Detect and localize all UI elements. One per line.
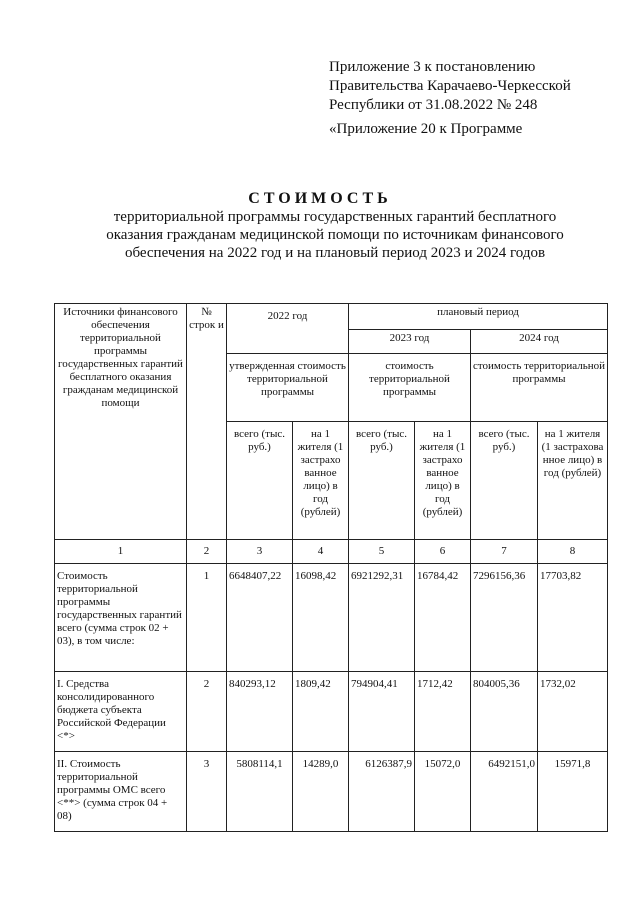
table-row xyxy=(55,672,608,752)
column-number: 6 xyxy=(415,540,471,564)
row-value: 840293,12 xyxy=(227,672,293,752)
appendix-line: Правительства Карачаево-Черкесской xyxy=(329,78,571,94)
row-number: 3 xyxy=(187,752,227,832)
header-total-2022: всего (тыс. руб.) xyxy=(227,422,293,540)
column-number: 5 xyxy=(349,540,415,564)
row-number: 1 xyxy=(187,564,227,672)
column-number: 1 xyxy=(55,540,187,564)
column-number: 8 xyxy=(538,540,608,564)
header-2022: 2022 год xyxy=(227,304,349,354)
header-total-2023: всего (тыс. руб.) xyxy=(349,422,415,540)
column-number: 3 xyxy=(227,540,293,564)
header-cost-2023: стоимость территориальной программы xyxy=(349,354,471,422)
header-per-capita-2023: на 1 жителя (1 застрахо ванное лицо) в год (рублей) xyxy=(415,422,471,540)
cost-table xyxy=(54,303,608,832)
appendix-reference xyxy=(329,58,571,115)
row-value: 6648407,22 xyxy=(227,564,293,672)
header-approved-cost: утвержденная стоимость территориальной программы xyxy=(227,354,349,422)
table-row xyxy=(55,752,608,832)
row-source: I. Средства консолидированного бюджета субъекта Российской Федерации <*> xyxy=(55,672,187,752)
header-2023: 2023 год xyxy=(349,330,471,354)
header-row xyxy=(55,304,608,330)
document-title: СТОИМОСТЬ xyxy=(248,190,392,207)
header-per-capita-2022: на 1 жителя (1 застрахо ванное лицо) в год (рублей) xyxy=(293,422,349,540)
header-row-number: № строк и xyxy=(187,304,227,540)
row-value: 804005,36 xyxy=(471,672,538,752)
header-total-2024: всего (тыс. руб.) xyxy=(471,422,538,540)
row-value: 794904,41 xyxy=(349,672,415,752)
column-number: 2 xyxy=(187,540,227,564)
row-number: 2 xyxy=(187,672,227,752)
row-value: 1732,02 xyxy=(538,672,608,752)
row-value: 1809,42 xyxy=(293,672,349,752)
header-per-capita-2024: на 1 жителя (1 застрахова нное лицо) в год (рублей) xyxy=(538,422,608,540)
row-value: 1712,42 xyxy=(415,672,471,752)
appendix-line: Республики от 31.08.2022 № 248 xyxy=(329,97,538,113)
row-source: Стоимость территориальной программы государственных гарантий всего (сумма строк 02 + 03), в том числе: xyxy=(55,564,187,672)
row-value: 15971,8 xyxy=(538,752,608,832)
table-row xyxy=(55,564,608,672)
column-number: 4 xyxy=(293,540,349,564)
row-value: 6126387,9 xyxy=(349,752,415,832)
column-number: 7 xyxy=(471,540,538,564)
document-subtitle: территориальной программы государственных гарантий бесплатного оказания гражданам медицинской помощи по источникам финансового обеспечения на 2022 год и на плановый период 2023 и 2024 годов xyxy=(106,209,564,261)
row-value: 7296156,36 xyxy=(471,564,538,672)
header-2024: 2024 год xyxy=(471,330,608,354)
row-value: 6921292,31 xyxy=(349,564,415,672)
column-number-row xyxy=(55,540,608,564)
appendix-line: Приложение 3 к постановлению xyxy=(329,59,536,75)
appendix-program-line: «Приложение 20 к Программе xyxy=(329,121,523,137)
row-value: 15072,0 xyxy=(415,752,471,832)
header-source: Источники финансового обеспечения территориальной программы государственных гарантий бесплатного оказания гражданам медицинской помощи xyxy=(55,304,187,540)
row-source: II. Стоимость территориальной программы ОМС всего <**> (сумма строк 04 + 08) xyxy=(55,752,187,832)
row-value: 5808114,1 xyxy=(227,752,293,832)
header-cost-2024: стоимость территориальной программы xyxy=(471,354,608,422)
row-value: 6492151,0 xyxy=(471,752,538,832)
row-value: 14289,0 xyxy=(293,752,349,832)
row-value: 17703,82 xyxy=(538,564,608,672)
row-value: 16098,42 xyxy=(293,564,349,672)
header-plan-period: плановый период xyxy=(349,304,608,330)
row-value: 16784,42 xyxy=(415,564,471,672)
